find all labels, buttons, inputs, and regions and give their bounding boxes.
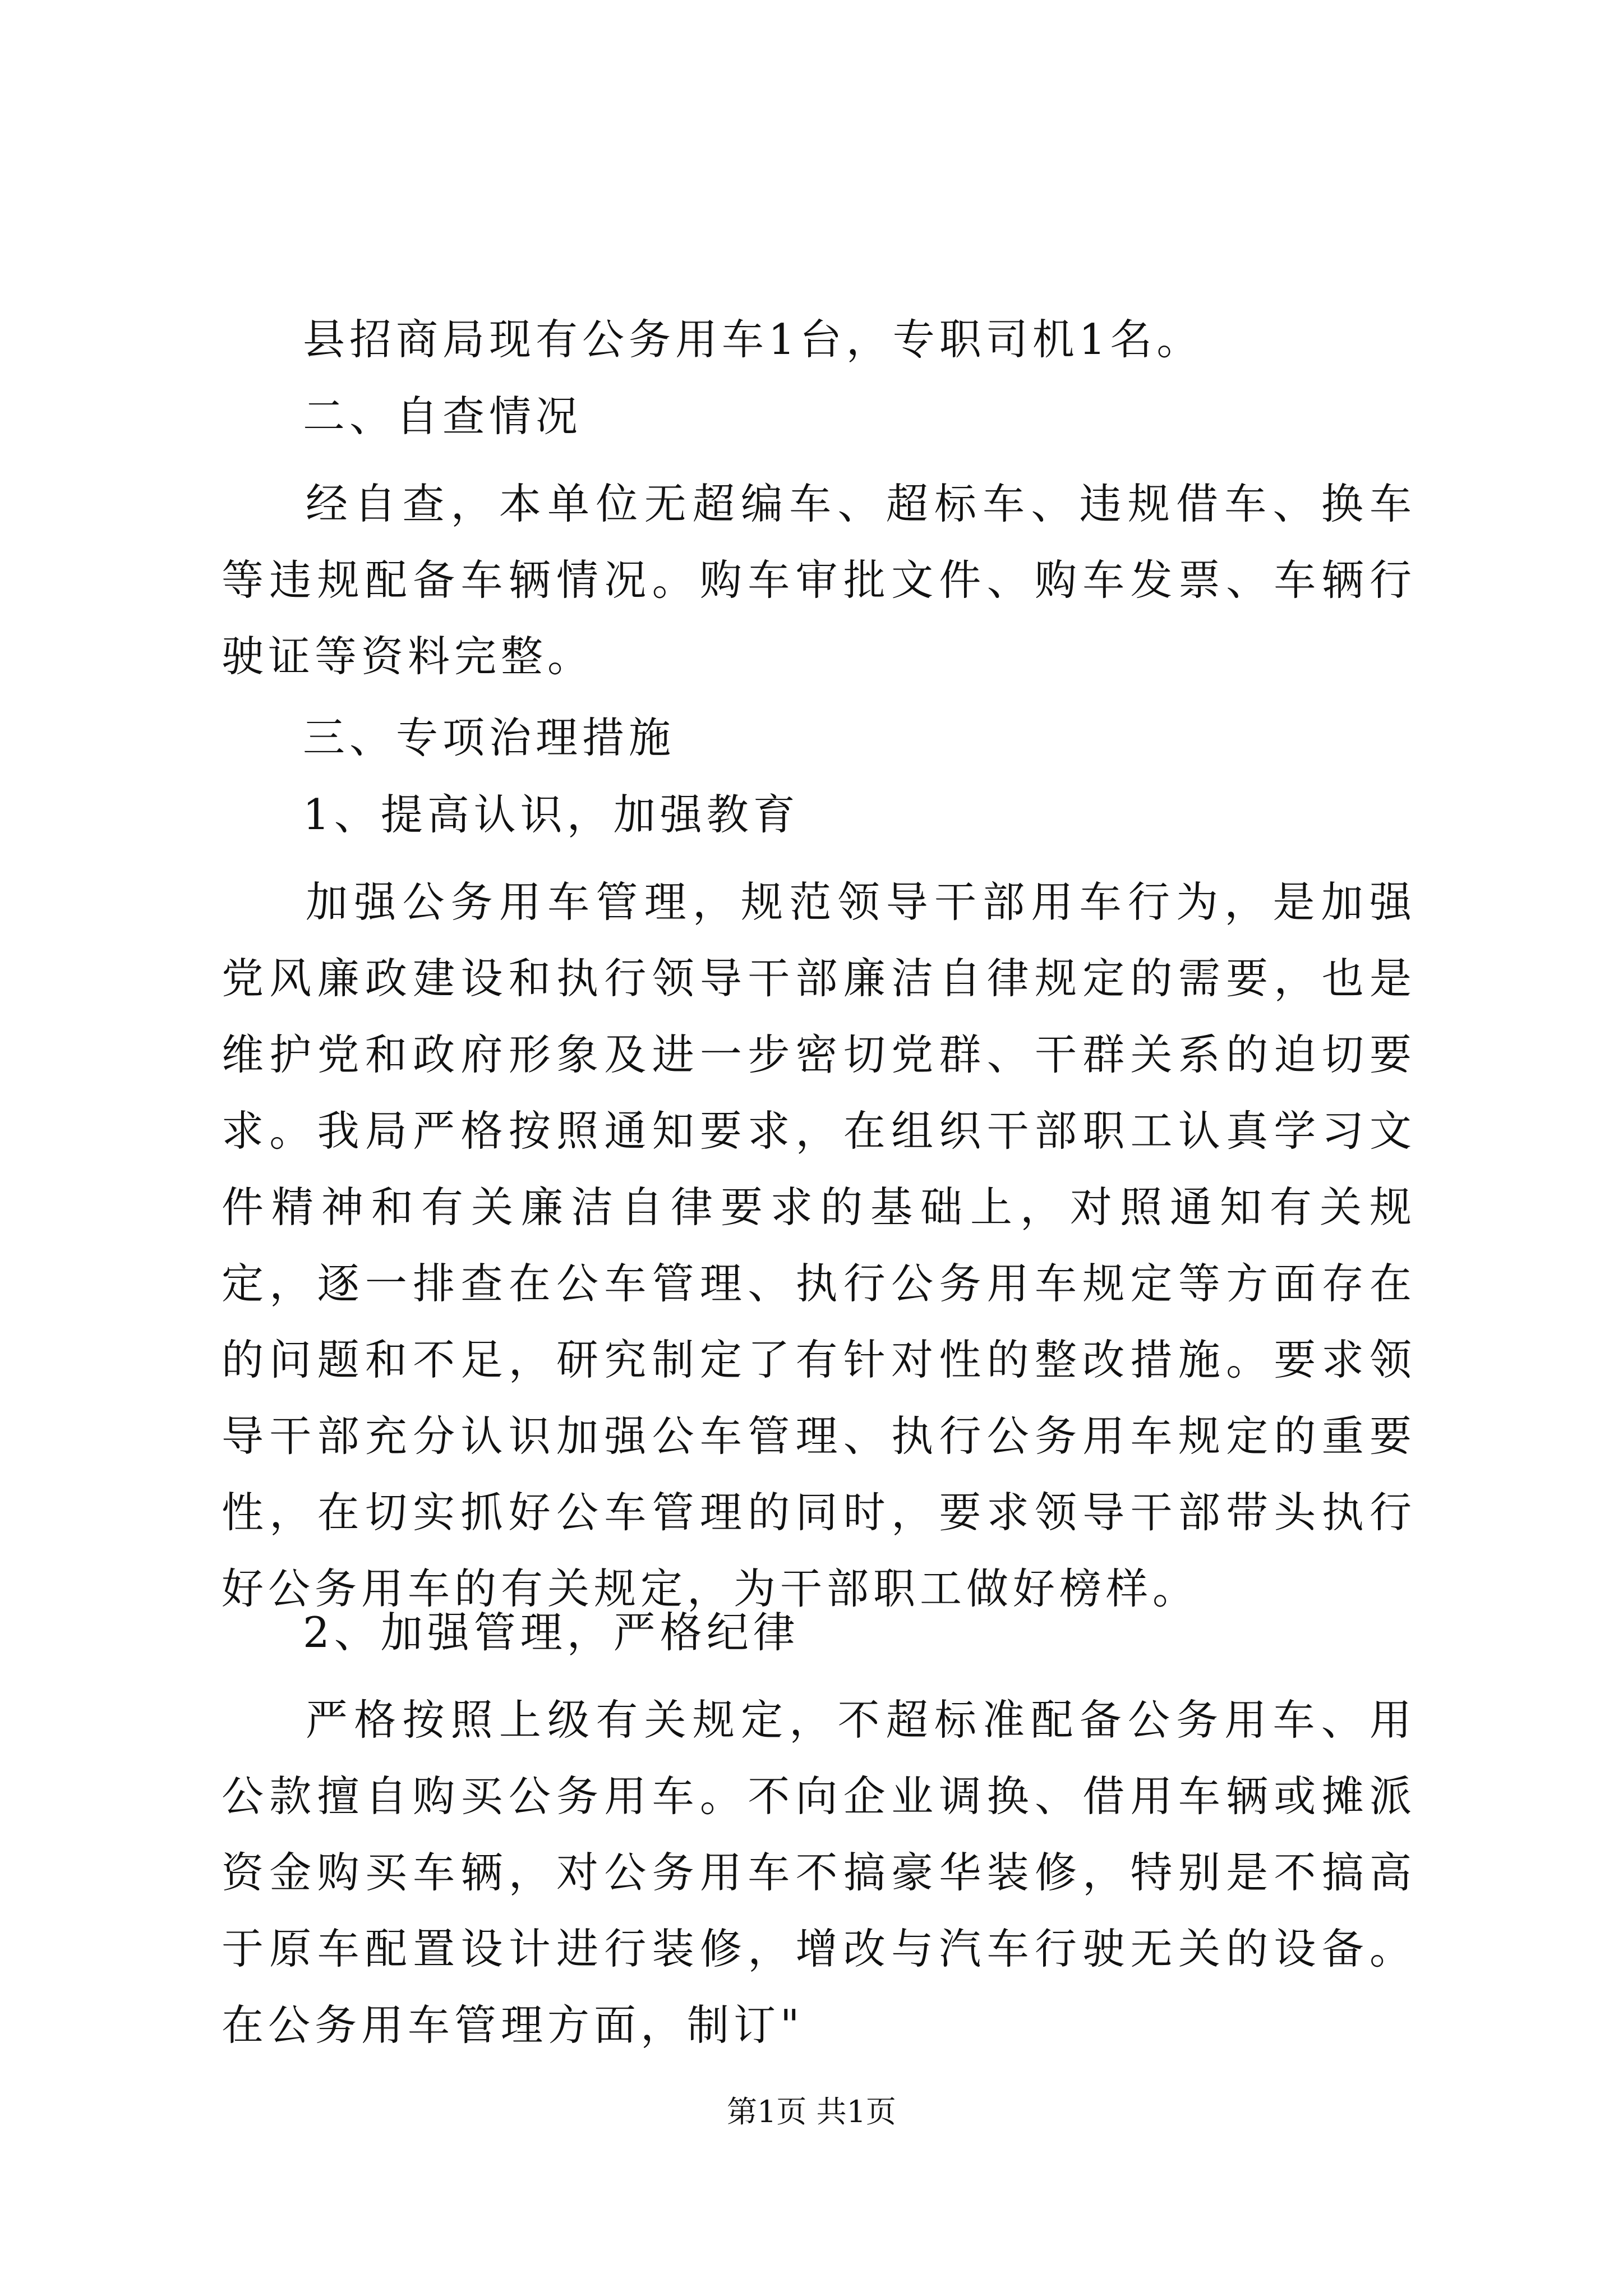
paragraph-6: 加强公务用车管理，规范领导干部用车行为，是加强党风廉政建设和执行领导干部廉洁自律规定的需要，也是维护党和政府形象及进一步密切党群、干群关系的迫切要求。我局严格按照通知要求，在组织干部职工认真学习文件精神和有关廉洁自律要求的基础上，对照通知有关规定，逐一排查在公车管理、执行公务用车规定等方面存在的问题和不足，研究制定了有针对性的整改措施。要求领导干部充分认识加强公车管理、执行公务用车规定的重要性，在切实抓好公车管理的同时，要求领导干部带头执行好公务用车的有关规定，为干部职工做好榜样。 xyxy=(222,877,1416,1613)
subsection-heading-2: 2、加强管理，严格纪律 xyxy=(303,1608,800,1657)
paragraph-1: 县招商局现有公务用车1台，专职司机1名。 xyxy=(303,315,1204,364)
page-footer: 第1页 共1页 xyxy=(727,2094,896,2129)
section-heading-2: 二、自查情况 xyxy=(303,392,583,441)
subsection-heading-1: 1、提高认识，加强教育 xyxy=(303,790,800,839)
section-heading-3: 三、专项治理措施 xyxy=(303,713,676,762)
paragraph-8: 严格按照上级有关规定，不超标准配备公务用车、用公款擅自购买公务用车。不向企业调换、借用车辆或摊派资金购买车辆，对公务用车不搞豪华装修，特别是不搞高于原车配置设计进行装修，增改与汽车行驶无关的设备。在公务用车管理方面，制订" xyxy=(222,1695,1416,2050)
paragraph-3: 经自查，本单位无超编车、超标车、违规借车、换车等违规配备车辆情况。购车审批文件、购车发票、车辆行驶证等资料完整。 xyxy=(222,479,1416,681)
